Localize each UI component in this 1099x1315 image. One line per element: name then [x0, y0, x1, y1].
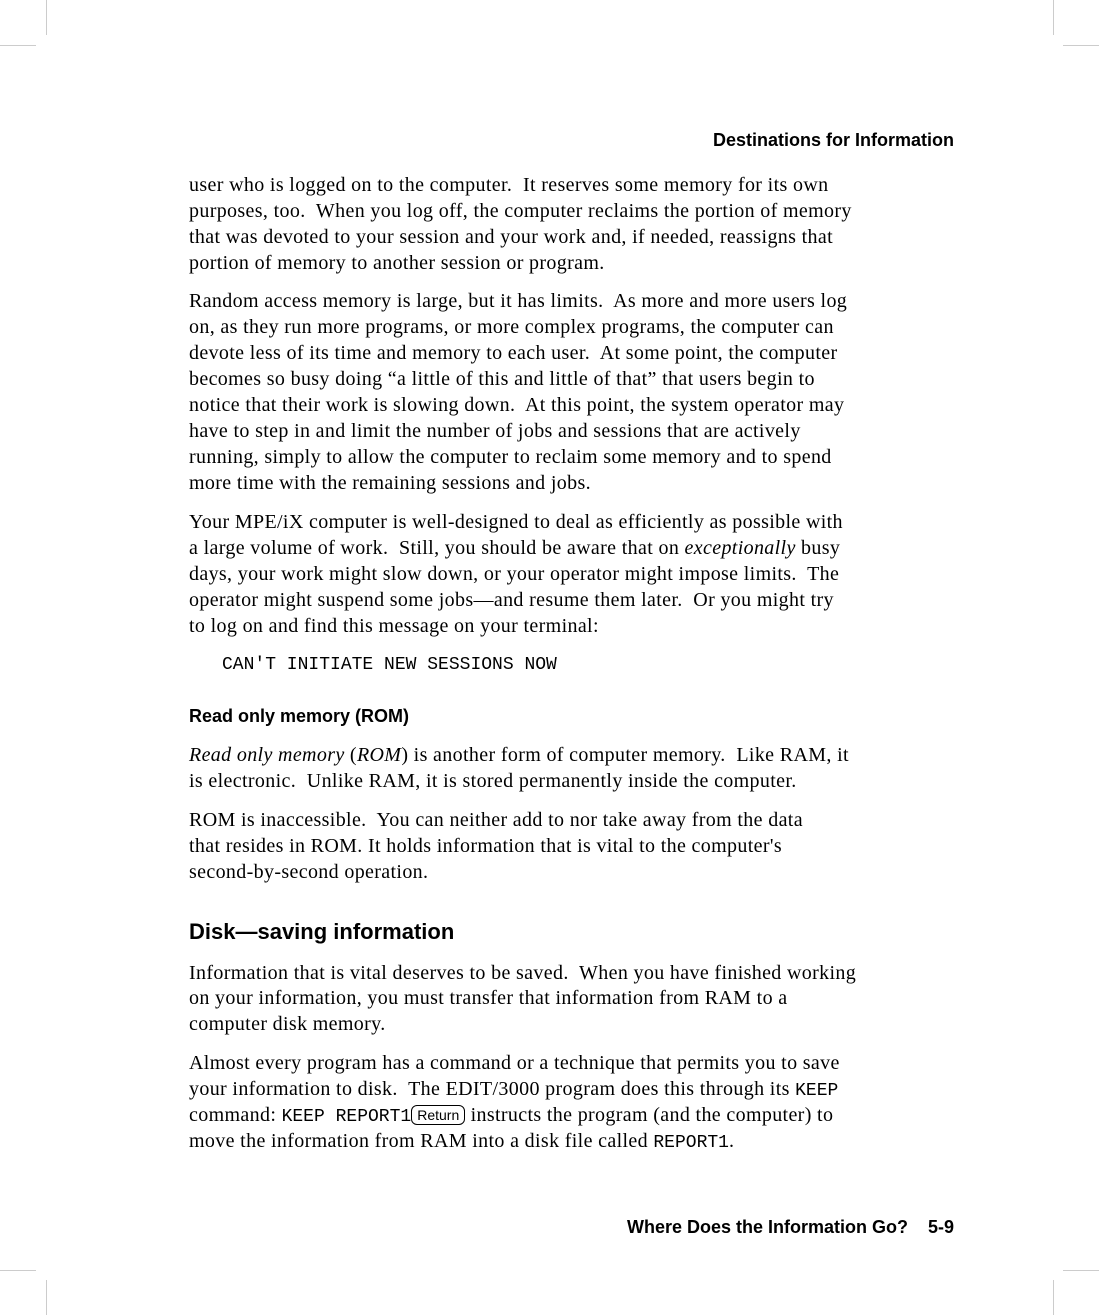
text-line: portion of memory to another session or program. — [189, 252, 605, 274]
text-line: becomes so busy doing “a little of this and little of that” that users begin to — [189, 368, 815, 390]
text-line: is electronic. Unlike RAM, it is stored permanently inside the computer. — [189, 770, 797, 792]
code-message: CAN'T INITIATE NEW SESSIONS NOW — [222, 655, 557, 675]
term: Read only memory — [189, 744, 345, 766]
crop-mark — [1053, 1280, 1054, 1315]
text-line: devote less of its time and memory to each user. At some point, the computer — [189, 342, 838, 364]
text: instructs the program (and the computer) to — [465, 1104, 834, 1126]
text-line — [189, 1102, 833, 1128]
text: command: — [189, 1104, 282, 1126]
text-line — [189, 535, 840, 561]
text-line: on your information, you must transfer that information from RAM to a — [189, 987, 788, 1009]
crop-mark — [46, 0, 47, 35]
page-number: 5-9 — [927, 1217, 954, 1237]
text-line: that resides in ROM. It holds information that is vital to the computer's — [189, 835, 782, 857]
text: busy — [795, 537, 841, 559]
text: your information to disk. The EDIT/3000 program does this through its — [189, 1078, 796, 1100]
text: . — [728, 1130, 735, 1152]
text-line — [189, 742, 849, 768]
text-line: Information that is vital deserves to be saved. When you have finished working — [189, 962, 857, 984]
running-header: Destinations for Information — [712, 130, 954, 150]
section-heading-disk: Disk—saving information — [189, 919, 455, 944]
emphasis: exceptionally — [684, 537, 796, 559]
crop-mark — [0, 1270, 36, 1271]
text-line: on, as they run more programs, or more complex programs, the computer can — [189, 316, 834, 338]
text: move the information from RAM into a disk file called — [189, 1130, 654, 1152]
text-line: more time with the remaining sessions and jobs. — [189, 472, 591, 494]
text-line — [189, 1128, 734, 1154]
filename: REPORT1 — [653, 1133, 729, 1153]
text-line: ROM is inaccessible. You can neither add to nor take away from the data — [189, 809, 803, 831]
text-line: have to step in and limit the number of jobs and sessions that are actively — [189, 420, 801, 442]
text-line: running, simply to allow the computer to reclaim some memory and to spend — [189, 446, 832, 468]
crop-mark — [46, 1280, 47, 1315]
text-line: computer disk memory. — [189, 1013, 386, 1035]
term: ROM — [356, 744, 402, 766]
text: ) is another form of computer memory. Like RAM, it — [401, 744, 849, 766]
command: KEEP — [795, 1081, 839, 1101]
command: KEEP REPORT1 — [281, 1107, 412, 1127]
text-line: to log on and find this message on your terminal: — [189, 615, 599, 637]
crop-mark — [1063, 45, 1099, 46]
text-line — [189, 1076, 838, 1102]
text-line: notice that their work is slowing down. At this point, the system operator may — [189, 394, 845, 416]
crop-mark — [1063, 1270, 1099, 1271]
text-line: days, your work might slow down, or your operator might impose limits. The — [189, 563, 840, 585]
section-heading-rom: Read only memory (ROM) — [189, 706, 410, 726]
text: ( — [344, 744, 357, 766]
text-line: that was devoted to your session and your work and, if needed, reassigns that — [189, 226, 834, 248]
text-line: purposes, too. When you log off, the computer reclaims the portion of memory — [189, 200, 852, 222]
text-line: second-by-second operation. — [189, 861, 429, 883]
text-line: operator might suspend some jobs—and resume them later. Or you might try — [189, 589, 834, 611]
return-key: Return — [411, 1105, 465, 1125]
text-line: Your MPE/iX computer is well-designed to deal as efficiently as possible with — [189, 511, 843, 533]
crop-mark — [1053, 0, 1054, 35]
crop-mark — [0, 45, 36, 46]
chapter-title: Where Does the Information Go? — [626, 1217, 908, 1237]
text-line: Random access memory is large, but it has limits. As more and more users log — [189, 290, 848, 312]
text-line: user who is logged on to the computer. It reserves some memory for its own — [189, 174, 829, 196]
running-footer — [617, 1196, 954, 1238]
text: a large volume of work. Still, you should be aware that on — [189, 537, 685, 559]
text-line: Almost every program has a command or a technique that permits you to save — [189, 1052, 840, 1074]
